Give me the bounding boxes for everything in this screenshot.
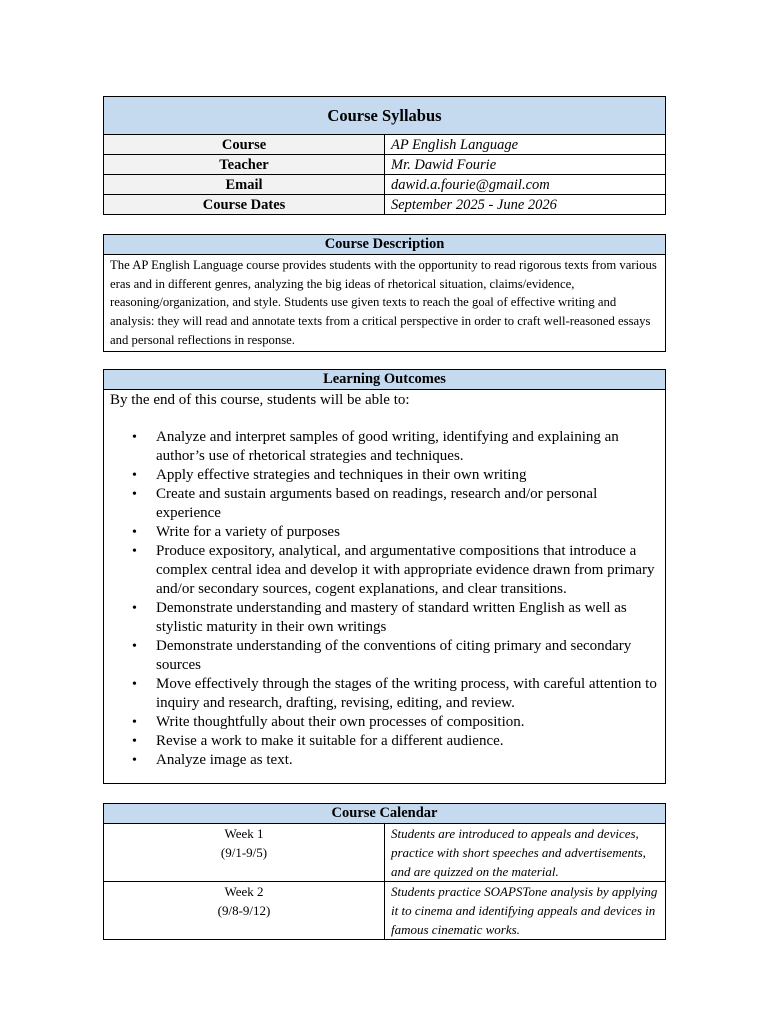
course-description-section [103,234,666,352]
bullet-icon: • [132,753,137,768]
table-row [104,155,666,175]
email-label: Email [104,175,385,195]
syllabus-table [103,96,666,215]
table-row [104,882,666,940]
outcome-text: Analyze and interpret samples of good writing, identifying and explaining an author’s use of rhetorical strategies and techniques. [156,429,619,464]
bullet-icon: • [132,601,137,616]
week-cell [104,824,385,882]
course-description-text: The AP English Language course provides students with the opportunity to read rigorous texts from various eras and in different genres, analyzing the big ideas of rhetorical situation, claims/evidence, reasoning/organization, and style. Students use given texts to reach the goal of effective writing and analysis: they will read and annotate texts from a critical perspective in order to craft well-reasoned essays and personal reflections in response. [110,258,657,347]
email-value: dawid.a.fourie@gmail.com [385,175,666,195]
week-cell [104,882,385,940]
teacher-label: Teacher [104,155,385,175]
list-item [132,466,659,485]
table-row [104,135,666,155]
outcome-text: Apply effective strategies and techniques in their own writing [156,467,527,483]
bullet-icon: • [132,734,137,749]
outcome-text: Demonstrate understanding and mastery of standard written English as well as stylistic maturity in their own writings [156,600,627,635]
list-item [132,751,659,770]
bullet-icon: • [132,430,137,445]
list-item [132,542,659,599]
week-label: Week 2 [224,884,264,899]
list-item [132,523,659,542]
outcome-text: Write for a variety of purposes [156,524,340,540]
bullet-icon: • [132,677,137,692]
course-calendar-table [103,803,666,940]
bullet-icon: • [132,487,137,502]
learning-outcomes-heading: Learning Outcomes [104,370,665,390]
list-item [132,485,659,523]
list-item [132,675,659,713]
teacher-value: Mr. Dawid Fourie [385,155,666,175]
list-item [132,599,659,637]
course-value: AP English Language [385,135,666,155]
course-description-heading: Course Description [104,235,665,255]
outcome-text: Revise a work to make it suitable for a different audience. [156,733,504,749]
outcome-text: Create and sustain arguments based on readings, research and/or personal experience [156,486,598,521]
week-description: Students practice SOAPSTone analysis by applying it to cinema and identifying appeals and devices in famous cinematic works. [385,882,666,940]
outcome-text: Write thoughtfully about their own processes of composition. [156,714,525,730]
bullet-icon: • [132,468,137,483]
outcome-text: Demonstrate understanding of the conventions of citing primary and secondary sources [156,638,632,673]
course-calendar-heading: Course Calendar [104,804,666,824]
list-item [132,713,659,732]
course-dates-label: Course Dates [104,195,385,215]
learning-outcomes-section [103,369,666,784]
list-item [132,428,659,466]
learning-outcomes-intro: By the end of this course, students will be able to: [110,392,410,408]
course-dates-value: September 2025 - June 2026 [385,195,666,215]
list-item [132,732,659,751]
outcome-text: Analyze image as text. [156,752,293,768]
table-row [104,195,666,215]
course-label: Course [104,135,385,155]
bullet-icon: • [132,525,137,540]
week-dates: (9/8-9/12) [217,903,271,918]
outcome-text: Produce expository, analytical, and argumentative compositions that introduce a complex central idea and develop it with appropriate evidence drawn from primary and/or secondary sources, cogent explanations, and clear transitions. [156,543,655,597]
table-row [104,175,666,195]
bullet-icon: • [132,715,137,730]
learning-outcomes-list [104,428,665,770]
bullet-icon: • [132,544,137,559]
list-item [132,637,659,675]
week-description: Students are introduced to appeals and devices, practice with short speeches and advertisements, and are quizzed on the material. [385,824,666,882]
bullet-icon: • [132,639,137,654]
week-dates: (9/1-9/5) [220,845,268,860]
week-label: Week 1 [224,826,264,841]
syllabus-title: Course Syllabus [104,97,666,135]
outcome-text: Move effectively through the stages of the writing process, with careful attention to inquiry and research, drafting, revising, editing, and review. [156,676,657,711]
table-row [104,824,666,882]
